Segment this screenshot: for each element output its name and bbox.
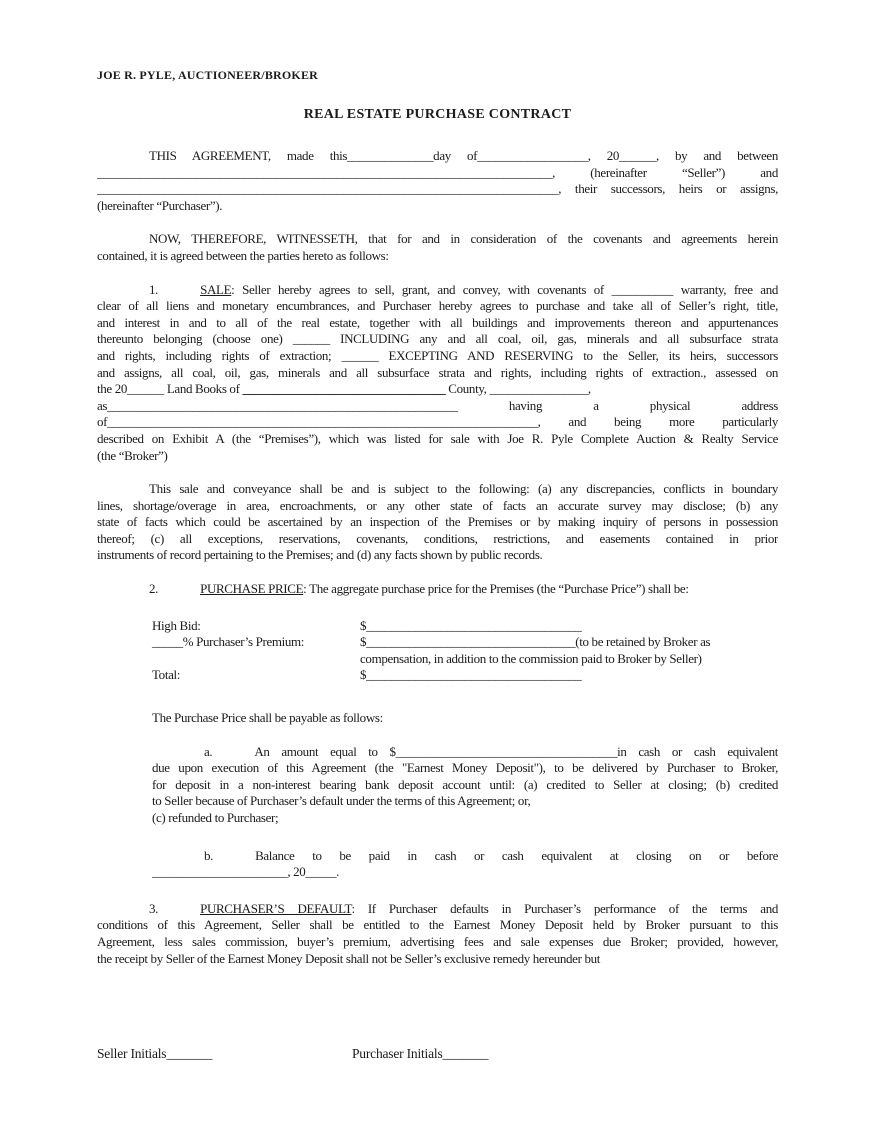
document-line: __________________________________________________________________________, (hereinafter “Seller”) and [97,164,778,180]
subject-to-paragraph [97,481,778,564]
blank-field: ___________________________________________________________________________ [97,181,559,197]
document-line: of______________________________________________________________________, and being more particularly [97,414,778,430]
document-line: for deposit in a non-interest bearing bank deposit account until: (a) credited to Seller at closing; (b) credited [152,776,778,792]
document-body [97,148,778,967]
document-line: (hereinafter “Purchaser”). [97,197,223,213]
document-line: state of facts which could be ascertained by an inspection of the Premises or by making inquiry of persons in possession [97,514,778,530]
price-table-row [152,651,778,668]
purchaser-initials [352,1046,488,1062]
price-row-value: $___________________________________ [360,667,582,683]
clause-a-earnest-money [152,744,778,827]
section-2-purchase-price [97,581,778,598]
price-row-label: Total: [152,667,181,683]
price-row-value: $___________________________________ [360,617,582,633]
purchaser-initials-label: Purchaser Initials [352,1046,443,1061]
document-line: the receipt by Seller of the Earnest Money Deposit shall not be Seller’s exclusive remedy hereunder but [97,950,601,966]
price-row-label: High Bid: [152,617,201,633]
price-row-value: $__________________________________(to be retained by Broker as [360,634,711,650]
blank-field: of______________________________________________________________________ [97,414,538,430]
price-row-label [152,651,360,668]
document-line: and interest in and to all of the real estate, together with all buildings and improvements thereon and appurtenances [97,314,778,330]
price-table-row [152,667,778,684]
section-1-sale [97,282,778,465]
document-line: b. Balance to be paid in cash or cash equivalent at closing on or before [204,847,778,863]
document-line: (the “Broker”) [97,447,168,463]
document-line: ______________________, 20_____. [152,864,340,880]
section-3-purchasers-default [97,901,778,967]
letterhead: JOE R. PYLE, AUCTIONEER/BROKER [97,68,319,82]
price-table-row [152,618,778,635]
document-line: THIS AGREEMENT, made this______________day of__________________, 20______, by and between [149,148,778,163]
document-line: The Purchase Price shall be payable as follows: [152,710,383,726]
clause-b-balance [152,848,778,881]
seller-initials [97,1046,212,1062]
document-line: as_________________________________________________________ having a physical address [97,397,778,413]
blank-field: as_________________________________________________________ [97,397,458,413]
document-line: thereof; (c) all exceptions, reservations, covenants, conditions, restrictions, and easements contained in prior [97,530,778,546]
document-line: to Seller because of Purchaser’s default under the terms of this Agreement; or, [152,793,531,809]
intro-paragraph [97,148,778,214]
blank-field: _________________________________ [242,381,446,397]
blank-field: ______________________ [152,864,288,880]
document-line: NOW, THEREFORE, WITNESSETH, that for and in consideration of the covenants and agreements herein [149,231,778,247]
underlined-heading: PURCHASER’S DEFAULT [200,900,352,916]
underlined-heading: PURCHASE PRICE [200,581,304,597]
document-line: 2. PURCHASE PRICE: The aggregate purchase price for the Premises (the “Purchase Price”) shall be: [149,581,689,597]
witnesseth-paragraph [97,231,778,264]
document-line: clear of all liens and monetary encumbrances, and Purchaser hereby agrees to purchase and take all of Seller’s right, title, [97,298,778,314]
document-line: instruments of record pertaining to the Premises; and (d) any facts shown by public records. [97,547,543,563]
price-table-row [152,634,778,651]
purchase-price-table [152,618,778,684]
document-line: the 20______ Land Books of _________________________________ County, ________________, [97,381,591,397]
document-line: and assigns, all coal, oil, gas, minerals and all subsurface strata and rights, including rights of extraction., assessed on [97,364,778,380]
purchaser-initials-blank: _______ [442,1046,489,1061]
document-line: Agreement, less sales commission, buyer’s premium, advertising fees and sale expenses due Broker; provided, however, [97,933,778,949]
document-line: described on Exhibit A (the “Premises”), which was listed for sale with Joe R. Pyle Complete Auction & Realty Service [97,430,778,446]
document-line: and rights, including rights of extraction; ______ EXCEPTING AND RESERVING to the Seller, its heirs, successors [97,347,778,363]
document-line: (c) refunded to Purchaser; [152,810,279,825]
page-content [97,0,778,967]
document-line: a. An amount equal to $____________________________________in cash or cash equivalent [204,743,778,759]
document-line: thereunto belonging (choose one) ______ INCLUDING any and all coal, oil, gas, minerals and all subsurface strata [97,331,778,347]
seller-initials-label: Seller Initials [97,1046,167,1061]
document-line: This sale and conveyance shall be and is subject to the following: (a) any discrepancies, conflicts in boundary [149,481,778,497]
document-line: due upon execution of this Agreement (the "Earnest Money Deposit"), to be delivered by Purchaser to Broker, [152,760,778,776]
price-row-label: _____% Purchaser’s Premium: [152,634,305,650]
document-line: ___________________________________________________________________________, their successors, heirs or assigns, [97,181,778,197]
document-line: 1. SALE: Seller hereby agrees to sell, grant, and convey, with covenants of __________ warranty, free and [149,281,778,297]
price-row-value: compensation, in addition to the commission paid to Broker by Seller) [360,650,702,666]
payable-intro [152,710,778,727]
document-title: REAL ESTATE PURCHASE CONTRACT [303,107,572,122]
document-line: 3. PURCHASER’S DEFAULT: If Purchaser defaults in Purchaser’s performance of the terms and [149,900,778,916]
underlined-heading: SALE [200,281,232,297]
blank-field: __________________________________________________________________________ [97,164,553,180]
seller-initials-blank: _______ [166,1046,213,1061]
document-line: lines, shortage/overage in area, encroachments, or any other state of facts an accurate survey may disclose; (b) any [97,497,778,513]
document-line: conditions of this Agreement, Seller shall be entitled to the Earnest Money Deposit held by Broker pursuant to this [97,917,778,933]
document-line: contained, it is agreed between the parties hereto as follows: [97,247,389,263]
blank-field: ____________________________________ [395,743,618,759]
